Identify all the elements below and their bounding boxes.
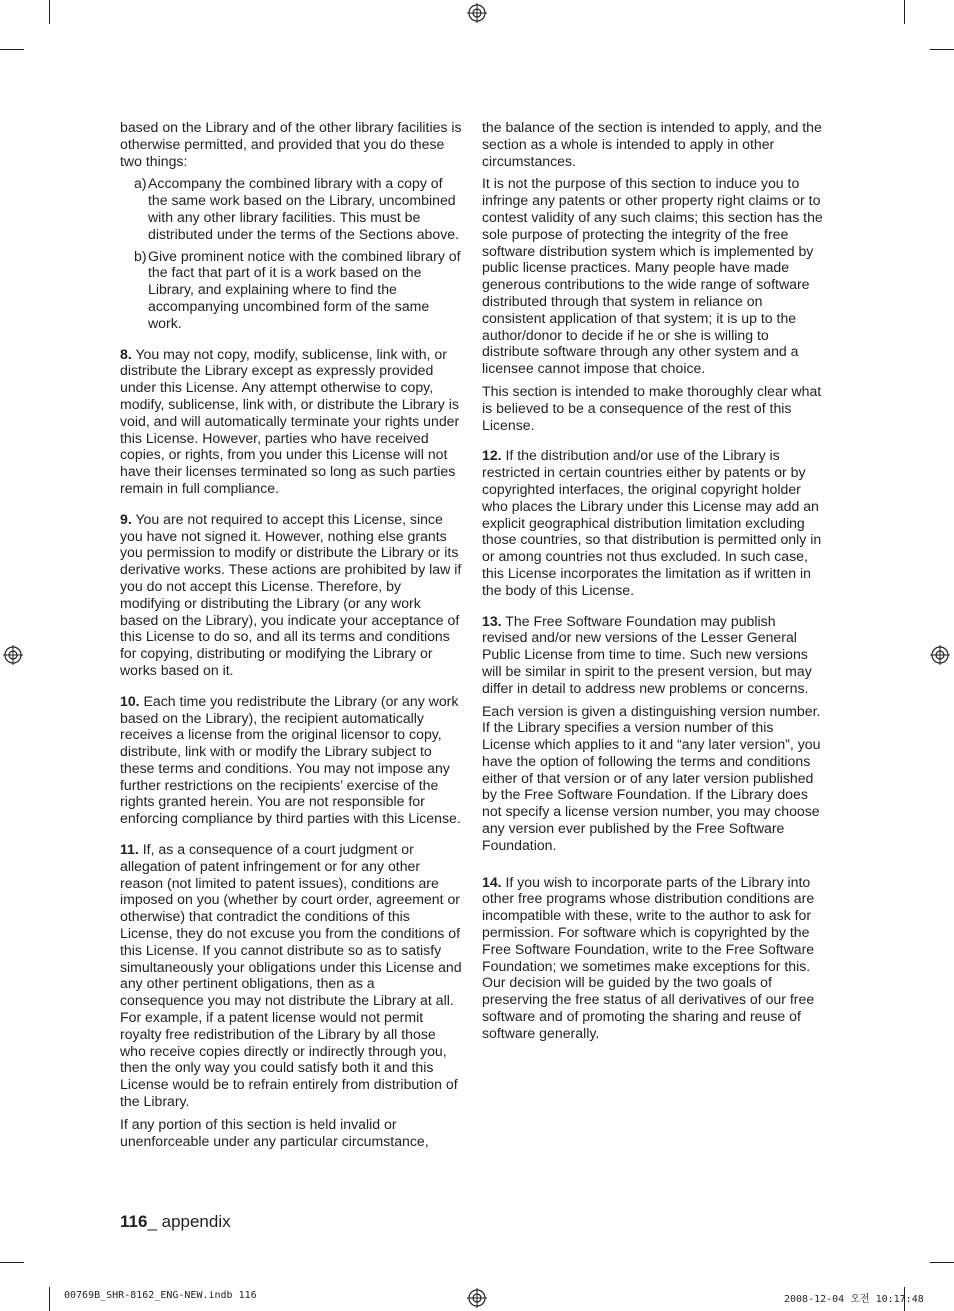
- list-marker: b): [134, 247, 147, 264]
- section-14: [482, 874, 824, 1042]
- section-text: If, as a consequence of a court judgment or allegation of patent infringement or for any other reason (not limited to patent issues), conditions are imposed on you (whether by court order, agreement or otherwise) that contradict the conditions of this License, they do not excuse you from the conditions of this License. If you cannot distribute so as to satisfy simultaneously your obligations under this License and any other pertinent obligations, then as a consequence you may not distribute the Library at all. For example, if a patent license would not permit royalty free redistribution of the Library by all those who receive copies directly or indirectly through you, then the only way you could satisfy both it and this License would be to refrain entirely from distribution of the Library.: [120, 841, 462, 1110]
- right-column: [482, 119, 824, 1048]
- section-text: Each time you redistribute the Library (or any work based on the Library), the recipient automatically receives a license from the original licensor to copy, distribute, link with or modify the Library subject to these terms and conditions. You may not impose any further restrictions on the recipients’ exercise of the rights granted herein. You are not responsible for enforcing compliance by third parties with this License.: [120, 692, 461, 827]
- slug-datetime: 2008-12-04 오전 10:17:48: [784, 1294, 924, 1305]
- crop-mark: [930, 49, 954, 50]
- section-10: [120, 693, 462, 827]
- page-footer: [120, 1212, 231, 1232]
- section-number: 12.: [482, 447, 502, 464]
- section-9: [120, 511, 462, 679]
- registration-mark-icon: [3, 645, 23, 665]
- section-text: You may not copy, modify, sublicense, link with, or distribute the Library except as expressly provided under this License. Any attempt otherwise to copy, modify, sublicense, link with, or distribute the Library is void, and will automatically terminate your rights under this License. However, parties who have received copies, or rights, from you under this License will not have their licenses terminated so long as such parties remain in full compliance.: [120, 345, 460, 496]
- page-number: 116: [120, 1212, 148, 1231]
- slug-filename: 00769B_SHR-8162_ENG-NEW.indb 116: [64, 1290, 257, 1301]
- registration-mark-icon: [930, 645, 950, 665]
- registration-mark-icon: [467, 1288, 487, 1308]
- section-12: [482, 447, 824, 598]
- section-text: You are not required to accept this License, since you have not signed it. However, nothing else grants you permission to modify or distribute the Library or its derivative works. These actions are prohibited by law if you do not accept this License. Therefore, by modifying or distributing the Library (or any work based on the Library), you indicate your acceptance of this License to do so, and all its terms and conditions for copying, distributing or modifying the Library or works based on it.: [120, 510, 462, 678]
- section-number: 10.: [120, 692, 140, 709]
- crop-mark: [49, 1287, 50, 1311]
- list-marker: a): [134, 175, 147, 192]
- crop-mark: [49, 0, 50, 24]
- paragraph: It is not the purpose of this section to induce you to infringe any patents or other property right claims or to contest validity of any such claims; this section has the sole purpose of protecting the integrity of the free software distribution system which is implemented by public license practices. Many people have made generous contributions to the wide range of software distributed through that system in reliance on consistent application of that system; it is up to the author/donor to decide if he or she is willing to distribute software through any other system and a licensee cannot impose that choice.: [482, 175, 823, 377]
- paragraph: the balance of the section is intended to apply, and the section as a whole is intended to apply in other circumstances.: [482, 119, 822, 169]
- paragraph: If any portion of this section is held invalid or unenforceable under any particular circumstance,: [120, 1115, 429, 1149]
- left-column: [120, 119, 462, 1155]
- list-item-text: Give prominent notice with the combined library of the fact that part of it is a work based on the Library, and explaining where to find the accompanying uncombined form of the same work.: [148, 247, 461, 331]
- section-text: If you wish to incorporate parts of the Library into other free programs whose distribution conditions are incompatible with these, write to the author to ask for permission. For software which is copyrighted by the Free Software Foundation, write to the Free Software Foundation; we sometimes make exceptions for this. Our decision will be guided by the two goals of preserving the free status of all derivatives of our free software and of promoting the sharing and reuse of software generally.: [482, 873, 815, 1041]
- section-number: 9.: [120, 510, 132, 527]
- section-number: 11.: [120, 841, 139, 858]
- list-item: [120, 248, 462, 332]
- registration-mark-icon: [467, 3, 487, 23]
- section-text: If the distribution and/or use of the Library is restricted in certain countries either by patents or by copyrighted interfaces, the original copyright holder who places the Library under this License may add an explicit geographical distribution limitation excluding those countries, so that distribution is permitted only in or among countries not thus excluded. In such case, this License incorporates the limitation as if written in the body of this License.: [482, 447, 822, 598]
- section-13: [482, 613, 824, 697]
- paragraph: This section is intended to make thoroughly clear what is believed to be a consequence of the rest of this License.: [482, 382, 822, 433]
- section-text: The Free Software Foundation may publish revised and/or new versions of the Lesser General Public License from time to time. Such new versions will be similar in spirit to the present version, but may differ in detail to address new problems or concerns.: [482, 612, 812, 696]
- crop-mark: [904, 0, 905, 24]
- section-number: 8.: [120, 345, 132, 362]
- section-11: [120, 841, 462, 1110]
- crop-mark: [0, 1262, 24, 1263]
- section-number: 14.: [482, 873, 502, 890]
- paragraph: Each version is given a distinguishing version number. If the Library specifies a version number of this License which applies to it and “any later version”, you have the option of following the terms and conditions either of that version or of any later version published by the Free Software Foundation. If the Library does not specify a license version number, you may choose any version ever published by the Free Software Foundation.: [482, 702, 821, 853]
- section-8: [120, 346, 462, 497]
- list-item: [120, 175, 462, 242]
- section-number: 13.: [482, 612, 502, 629]
- crop-mark: [930, 1262, 954, 1263]
- footer-section: _ appendix: [147, 1212, 231, 1231]
- crop-mark: [0, 49, 24, 50]
- paragraph: based on the Library and of the other library facilities is otherwise permitted, and provided that you do these two things:: [120, 119, 462, 169]
- list-item-text: Accompany the combined library with a copy of the same work based on the Library, uncombined with any other library facilities. This must be distributed under the terms of the Sections above.: [148, 175, 460, 242]
